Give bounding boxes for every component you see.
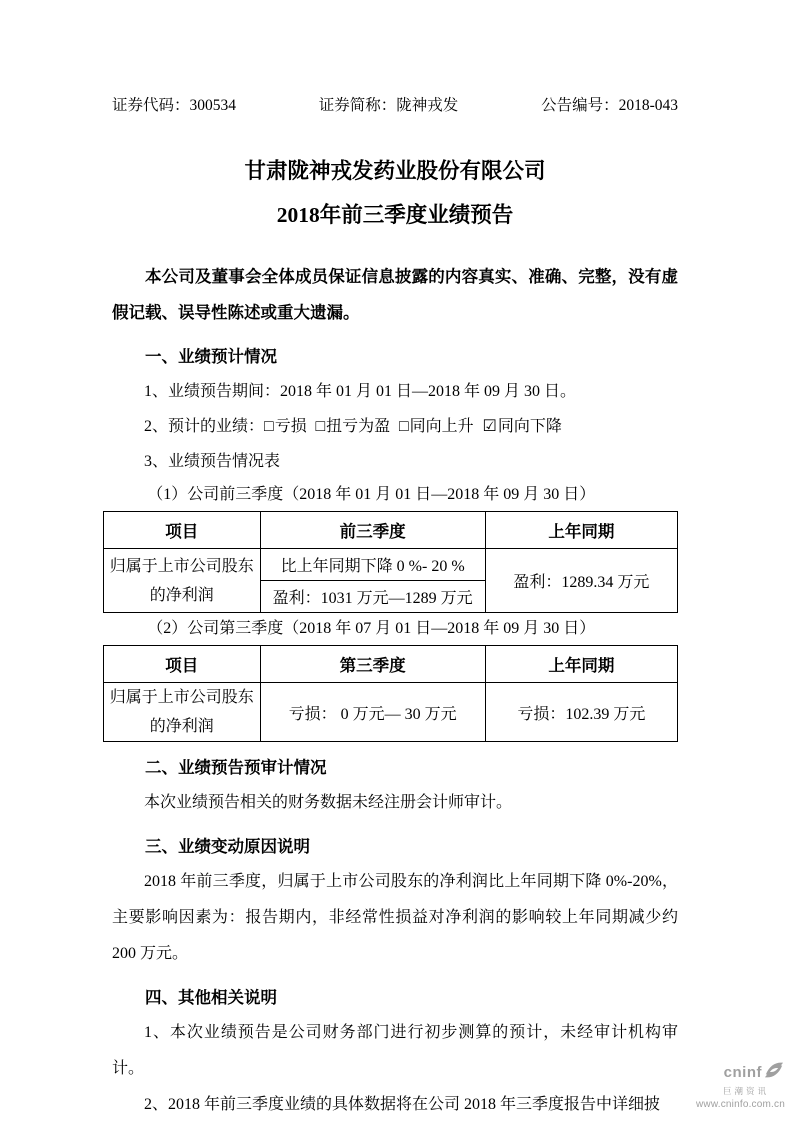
declaration-paragraph: 本公司及董事会全体成员保证信息披露的内容真实、准确、完整，没有虚假记载、误导性陈述或重大遗漏。 bbox=[112, 267, 678, 322]
checkbox-checked-icon: ☑ bbox=[482, 418, 497, 435]
cninfo-brand-row bbox=[696, 1060, 785, 1085]
section-4-item-1: 1、本次业绩预告是公司财务部门进行初步测算的预计，未经审计机构审计。 bbox=[112, 1024, 678, 1077]
document-header bbox=[112, 95, 678, 117]
checkbox-unchecked-icon: □ bbox=[398, 418, 409, 435]
forecast-table-item: 3、业绩预告情况表 bbox=[144, 453, 281, 470]
table1-profit-range-cell: 盈利：1031 万元—1289 万元 bbox=[260, 581, 485, 613]
table1-prev-period-cell: 盈利：1289.34 万元 bbox=[485, 549, 677, 613]
section-1-heading: 一、业绩预计情况 bbox=[145, 347, 277, 366]
cninfo-swirl-icon bbox=[763, 1060, 785, 1085]
table-header-row bbox=[104, 646, 678, 683]
option-loss bbox=[264, 418, 307, 435]
section-2-heading: 二、业绩预告预审计情况 bbox=[145, 758, 327, 777]
stock-code: 证券代码：300534 bbox=[112, 97, 237, 114]
section-2-body: 本次业绩预告相关的财务数据未经注册会计师审计。 bbox=[144, 794, 513, 811]
table1-header-prev-period: 上年同期 bbox=[485, 512, 677, 549]
cninfo-chinese-name: 巨潮资讯 bbox=[722, 1085, 769, 1096]
option-down-label: 同向下降 bbox=[497, 418, 562, 435]
stock-short-name: 证券简称：陇神戎发 bbox=[318, 97, 459, 114]
option-same-direction-up bbox=[399, 418, 474, 435]
option-same-direction-down bbox=[482, 418, 561, 435]
table2-header-prev-period: 上年同期 bbox=[485, 646, 677, 683]
announcement-number: 公告编号：2018-043 bbox=[541, 97, 678, 114]
forecast-period-item: 1、业绩预告期间：2018 年 01 月 01 日—2018 年 09 月 30 日。 bbox=[144, 383, 577, 400]
table-header-row bbox=[104, 512, 678, 549]
checkbox-unchecked-icon: □ bbox=[315, 418, 326, 435]
table1-header-period: 前三季度 bbox=[260, 512, 485, 549]
cninfo-url: www.cninfo.com.cn bbox=[696, 1098, 785, 1110]
option-turnaround bbox=[316, 418, 391, 435]
table-row bbox=[104, 683, 678, 742]
third-quarter-table bbox=[103, 645, 678, 742]
table2-header-period: 第三季度 bbox=[260, 646, 485, 683]
table2-value-cell: 亏损： 0 万元— 30 万元 bbox=[260, 683, 485, 742]
table1-change-cell: 比上年同期下降 0 %- 20 % bbox=[260, 549, 485, 581]
first-three-quarters-table bbox=[103, 511, 678, 613]
cninfo-watermark bbox=[696, 1060, 785, 1110]
table-row bbox=[104, 549, 678, 581]
company-name-title: 甘肃陇神戎发药业股份有限公司 bbox=[244, 159, 546, 183]
forecast-type-item bbox=[112, 409, 678, 444]
table2-prev-period-cell: 亏损：102.39 万元 bbox=[485, 683, 677, 742]
section-3-body: 2018 年前三季度，归属于上市公司股东的净利润比上年同期下降 0%-20%，主要影响因素为：报告期内，非经常性损益对净利润的影响较上年同期减少约 200 万元。 bbox=[112, 873, 678, 962]
section-4-item-2: 2、2018 年前三季度业绩的具体数据将在公司 2018 年三季度报告中详细披 bbox=[144, 1096, 661, 1113]
table1-item-net-profit: 归属于上市公司股东的净利润 bbox=[104, 549, 261, 613]
option-turnaround-label: 扭亏为盈 bbox=[326, 418, 391, 435]
table2-caption: （2）公司第三季度（2018 年 07 月 01 日—2018 年 09 月 30 日） bbox=[147, 620, 596, 637]
announcement-title: 2018年前三季度业绩预告 bbox=[276, 203, 514, 227]
option-up-label: 同向上升 bbox=[409, 418, 474, 435]
cninfo-brand-text: cninf bbox=[723, 1064, 762, 1082]
table2-item-net-profit: 归属于上市公司股东的净利润 bbox=[104, 683, 261, 742]
table2-header-item: 项目 bbox=[104, 646, 261, 683]
table1-caption: （1）公司前三季度（2018 年 01 月 01 日—2018 年 09 月 30 日） bbox=[147, 486, 596, 503]
page-content bbox=[109, 95, 678, 1122]
forecast-type-label: 2、预计的业绩： bbox=[144, 418, 265, 435]
section-3-heading: 三、业绩变动原因说明 bbox=[145, 837, 310, 856]
checkbox-unchecked-icon: □ bbox=[264, 418, 274, 435]
section-4-heading: 四、其他相关说明 bbox=[145, 988, 277, 1007]
table1-header-item: 项目 bbox=[104, 512, 261, 549]
option-loss-label: 亏损 bbox=[274, 418, 307, 435]
